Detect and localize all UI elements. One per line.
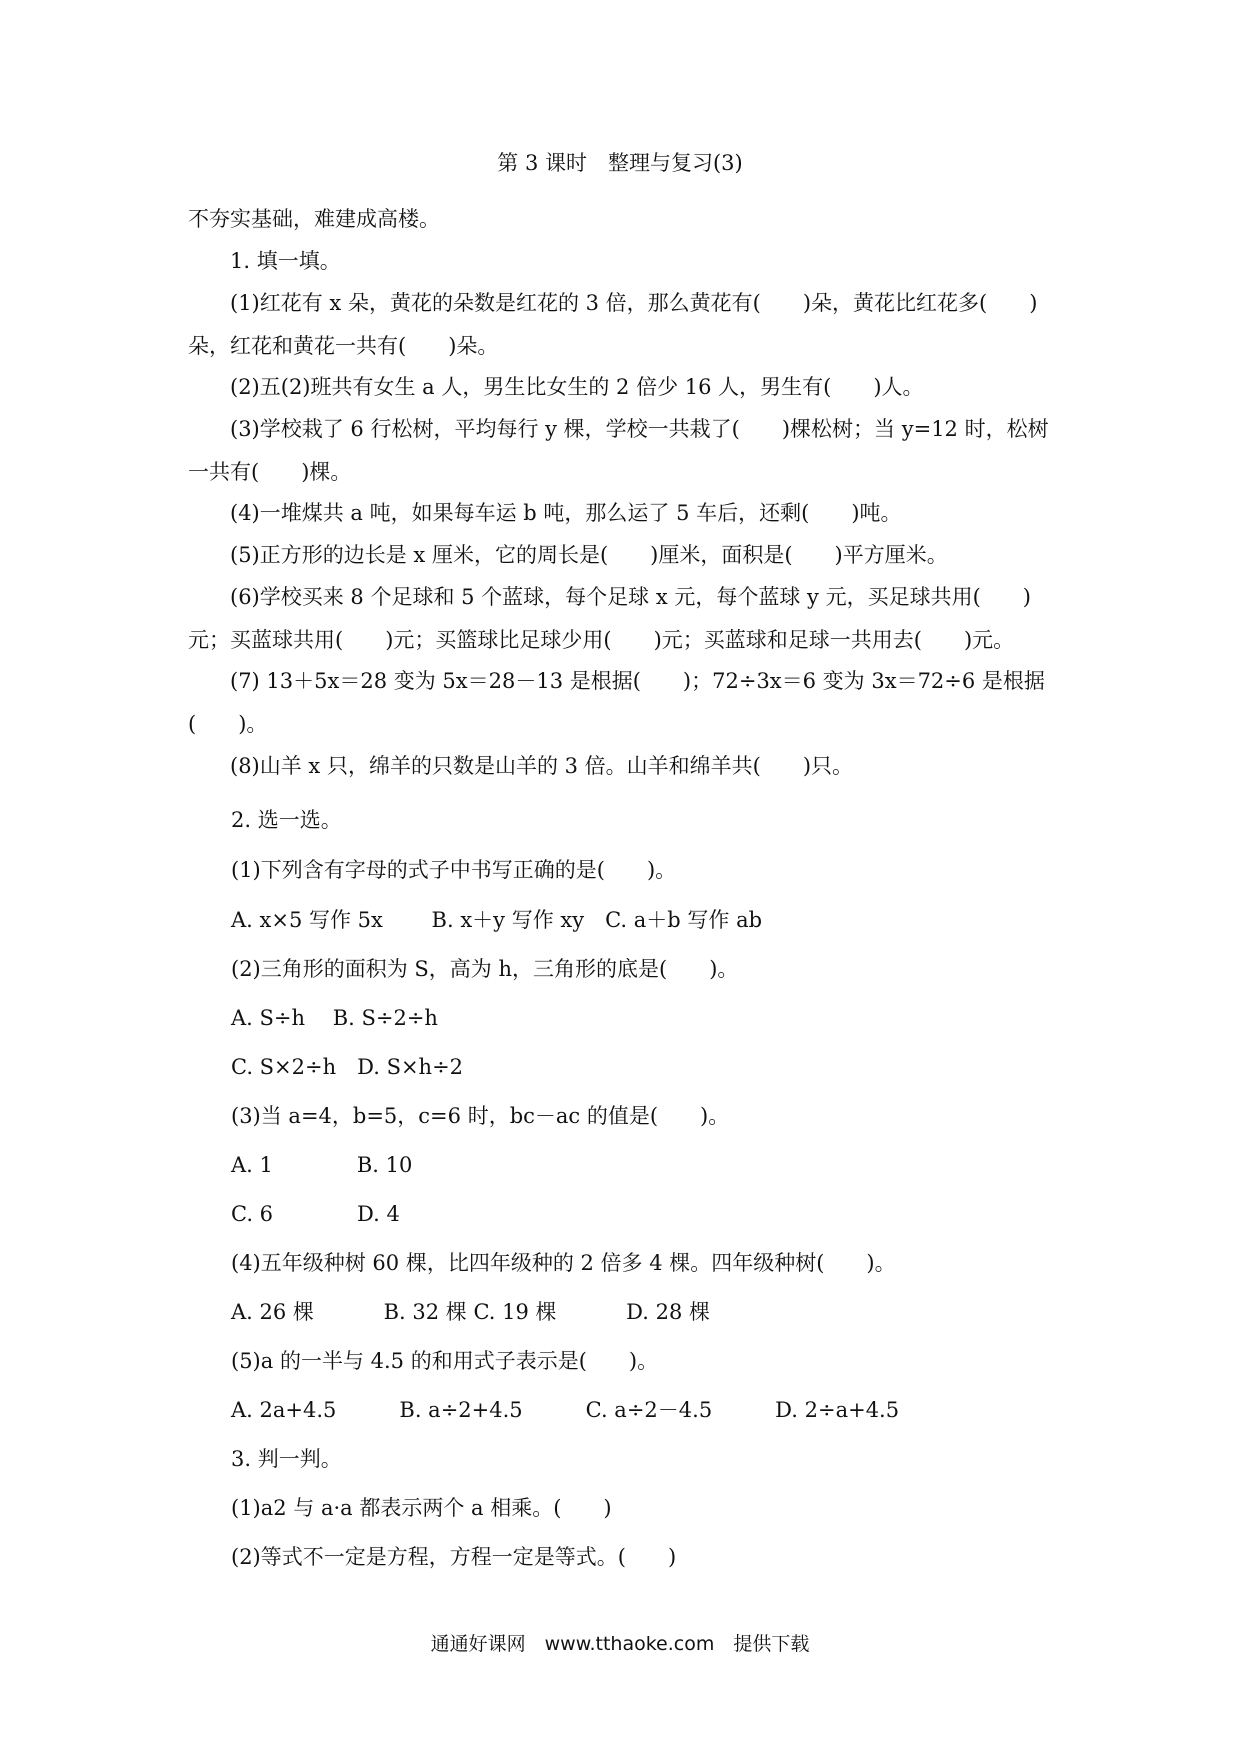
section2-q3-options-1: A. 1 B. 10 — [231, 1153, 413, 1177]
section3-heading: 3. 判一判。 — [231, 1447, 342, 1471]
section1-item-2: (2)五(2)班共有女生 a 人，男生比女生的 2 倍少 16 人，男生有( )人。 — [230, 375, 924, 399]
page-title: 第 3 课时 整理与复习(3) — [497, 151, 743, 175]
section2-q3-options-2: C. 6 D. 4 — [231, 1202, 400, 1226]
motto: 不夯实基础，难建成高楼。 — [188, 207, 440, 231]
footer-text: 通通好课网 www.tthaoke.com 提供下载 — [430, 1633, 810, 1655]
section2-q1: (1)下列含有字母的式子中书写正确的是( )。 — [231, 858, 677, 882]
section1-item-8: (8)山羊 x 只，绵羊的只数是山羊的 3 倍。山羊和绵羊共( )只。 — [230, 754, 854, 778]
section2-q2-options-1: A. S÷h B. S÷2÷h — [231, 1006, 438, 1030]
section2-q3: (3)当 a=4，b=5，c=6 时，bc－ac 的值是( )。 — [231, 1104, 730, 1128]
section2-q2-options-2: C. S×2÷h D. S×h÷2 — [231, 1055, 464, 1079]
section2-q2: (2)三角形的面积为 S，高为 h，三角形的底是( )。 — [231, 957, 739, 981]
section2-q4-options: A. 26 棵 B. 32 棵 C. 19 棵 D. 28 棵 — [231, 1300, 711, 1324]
section1-item-1: (1)红花有 x 朵，黄花的朵数是红花的 3 倍，那么黄花有( )朵，黄花比红花多( )朵，红花和黄花一共有( )朵。 — [188, 291, 1038, 358]
section1-item-4: (4)一堆煤共 a 吨，如果每车运 b 吨，那么运了 5 车后，还剩( )吨。 — [230, 501, 902, 525]
section1-item-7: (7) 13＋5x＝28 变为 5x＝28－13 是根据( )；72÷3x＝6 变为 3x＝72÷6 是根据( )。 — [188, 669, 1045, 736]
section2-q5-options: A. 2a+4.5 B. a÷2+4.5 C. a÷2－4.5 D. 2÷a+4.5 — [231, 1398, 900, 1422]
section2-q1-options: A. x×5 写作 5x B. x＋y 写作 xy C. a＋b 写作 ab — [231, 908, 763, 932]
section1-item-6: (6)学校买来 8 个足球和 5 个蓝球，每个足球 x 元，每个蓝球 y 元，买足球共用( )元；买蓝球共用( )元；买篮球比足球少用( )元；买蓝球和足球一共用去( )元。 — [188, 585, 1031, 652]
section1-item-5: (5)正方形的边长是 x 厘米，它的周长是( )厘米，面积是( )平方厘米。 — [230, 543, 948, 567]
section2-q4: (4)五年级种树 60 棵，比四年级种的 2 倍多 4 棵。四年级种树( )。 — [231, 1251, 896, 1275]
section1-item-3: (3)学校栽了 6 行松树，平均每行 y 棵，学校一共栽了( )棵松树；当 y=12 时，松树一共有( )棵。 — [188, 417, 1049, 484]
section1-heading: 1. 填一填。 — [230, 249, 341, 273]
section2-q5: (5)a 的一半与 4.5 的和用式子表示是( )。 — [231, 1349, 659, 1373]
section2-heading: 2. 选一选。 — [231, 808, 342, 832]
section3-item-2: (2)等式不一定是方程，方程一定是等式。( ) — [231, 1545, 677, 1569]
section3-item-1: (1)a2 与 a·a 都表示两个 a 相乘。( ) — [231, 1496, 612, 1520]
